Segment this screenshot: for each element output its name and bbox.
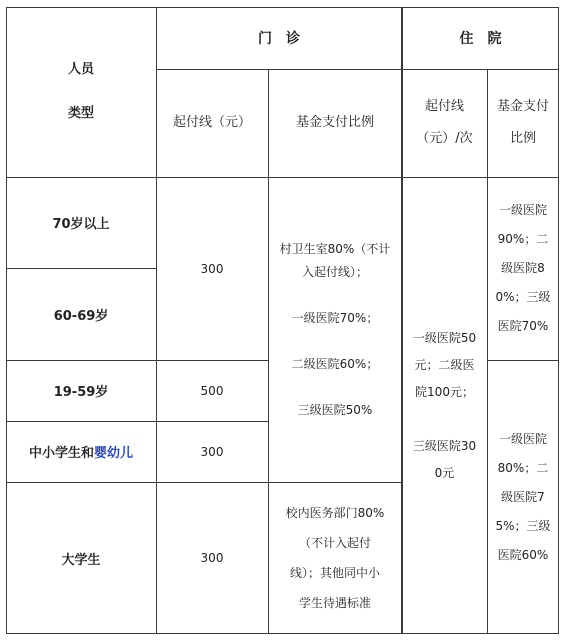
hline-70-60 [6,268,156,269]
inpatient-threshold-all: 一级医院50 元；二级医 院100元； 三级医院30 0元 [412,330,477,480]
outpatient-ratio-general: 村卫生室80%（不计 入起付线）； 一级医院70%； 二级医院60%； 三级医院50% [279,241,391,417]
elderly-outpatient-threshold: 300 [200,261,224,276]
row-type-infants-label: 婴幼儿 [94,446,134,461]
inpatient-ratio-elderly: 一级医院 90%；二 级医院8 0%；三级 医院70% [495,203,551,333]
hline-subheader [156,69,559,70]
header-outpatient: 门 诊 [258,31,300,47]
border-right [558,7,559,634]
hline-header-bottom [6,177,559,178]
header-personnel-type: 人员 类型 [67,62,94,121]
row-type-students-infants [6,421,156,482]
outpatient-ratio-university: 校内医务部门80% （不计入起付 线）；其他同中小 学生待遇标准 [285,506,385,610]
header-inpatient: 住 院 [459,31,502,47]
header-inpatient-fund-ratio: 基金支付 比例 [496,99,549,146]
row-type-70-plus: 70岁以上 [52,217,110,232]
row-type-60-69: 60-69岁 [53,308,109,324]
border-bottom [6,633,559,634]
border-left [6,7,7,634]
vline-outpatient-mid [268,69,269,634]
row-type-19-59: 19-59岁 [53,385,109,400]
hline-19-students [6,421,268,422]
header-inpatient-threshold: 起付线 （元）/次 [416,99,473,146]
row-type-university: 大学生 [61,552,101,568]
row-19-59-outpatient-threshold: 500 [200,383,224,398]
vline-inpatient-mid [487,69,488,634]
border-top [6,7,559,8]
university-outpatient-threshold: 300 [200,551,224,565]
hline-60-19 [6,360,268,361]
header-outpatient-threshold: 起付线（元） [172,115,251,130]
hline-students-university [6,482,402,483]
inpatient-ratio-others: 一级医院 80%；二 级医院7 5%；三级 医院60% [495,431,551,562]
header-outpatient-fund-ratio: 基金支付比例 [295,115,374,130]
hline-60-19-inpatient-ratio [487,360,559,361]
row-type-students-label: 中小学生和 [28,446,94,461]
vline-type [156,7,157,634]
vline-outpatient-inpatient [401,7,403,634]
students-outpatient-threshold: 300 [200,444,224,459]
